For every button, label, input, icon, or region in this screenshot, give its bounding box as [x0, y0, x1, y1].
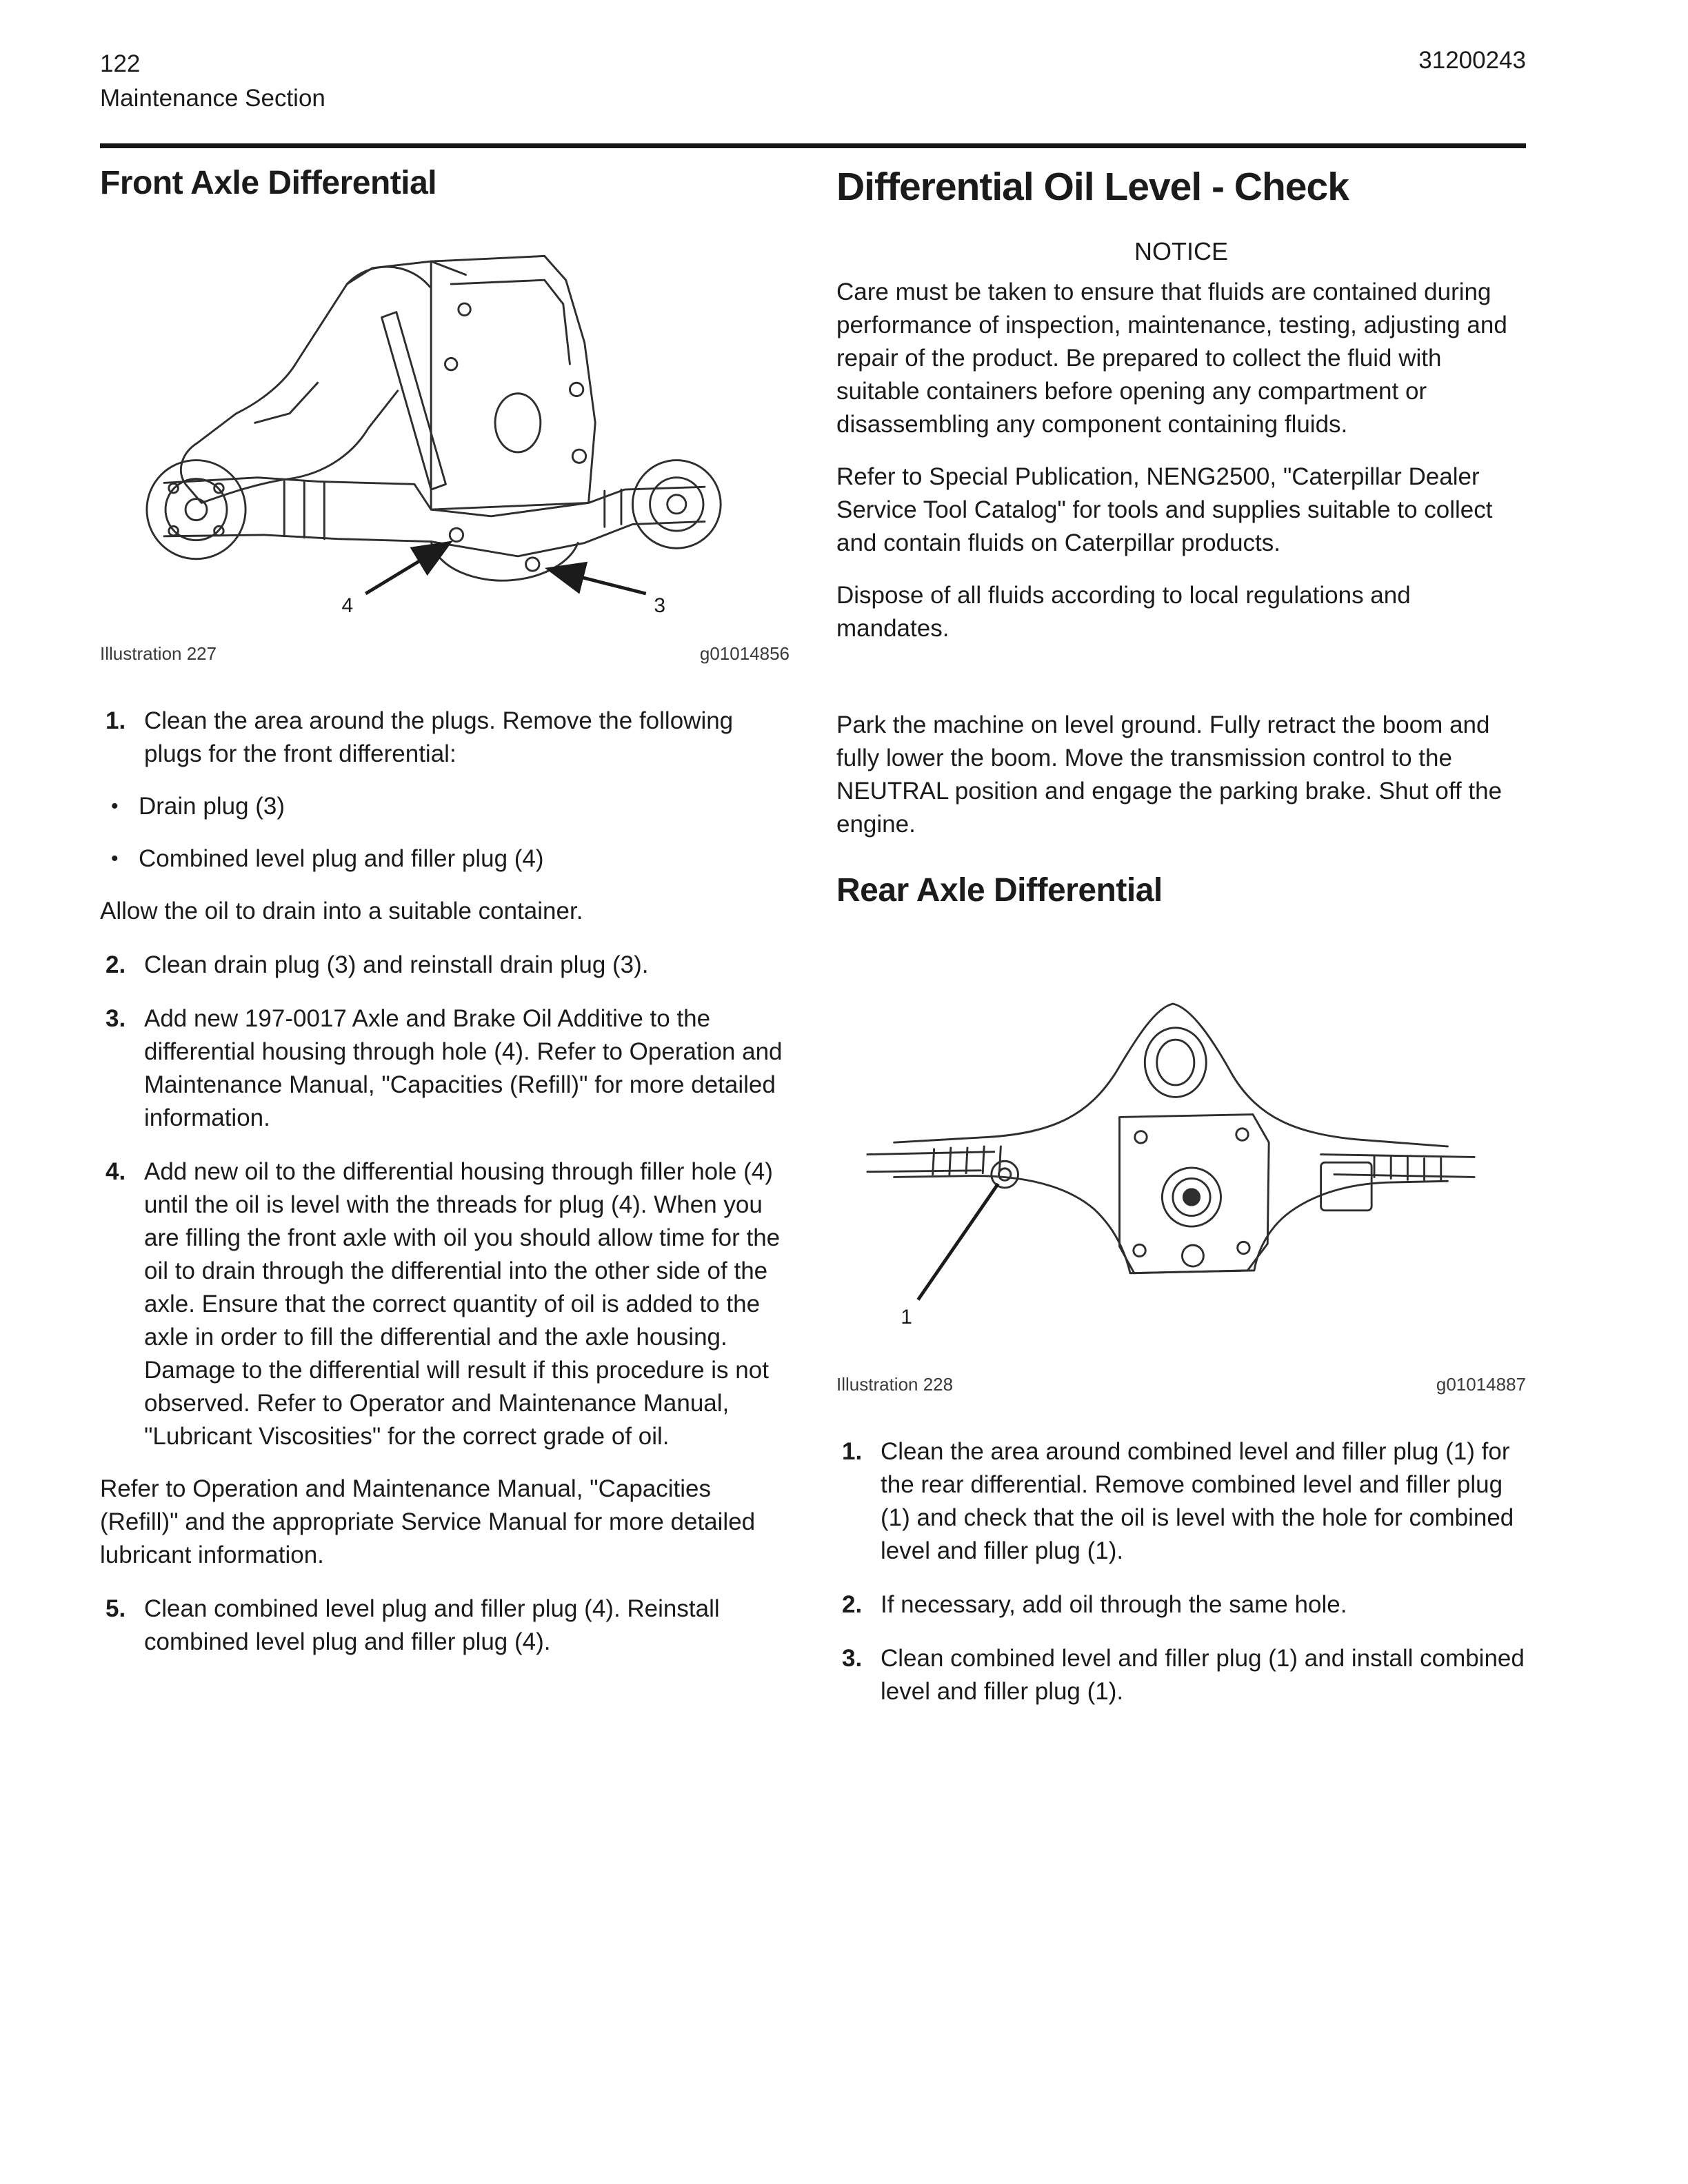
- numbered-step: [836, 1588, 1526, 1621]
- bullet-text: Drain plug (3): [139, 793, 285, 820]
- callout-arrow-4: [365, 544, 447, 594]
- bullet-item: [100, 790, 790, 823]
- section-title: Maintenance Section: [100, 85, 325, 112]
- document-number: 31200243: [1418, 47, 1526, 74]
- numbered-step: [100, 705, 790, 771]
- front-axle-heading: Front Axle Differential: [100, 165, 437, 201]
- step-text: Clean combined level plug and filler plug (4). Reinstall combined level plug and filler plug (4).: [144, 1595, 720, 1655]
- numbered-step: [836, 1642, 1526, 1708]
- rear-axle-line-art: [867, 1004, 1474, 1273]
- step-text: Clean combined level and filler plug (1) and install combined level and filler plug (1).: [881, 1645, 1525, 1705]
- callout-arrow-3: [551, 569, 645, 594]
- step-number: 3.: [842, 1645, 863, 1672]
- numbered-step: [836, 1435, 1526, 1568]
- step-text: Add new 197-0017 Axle and Brake Oil Additive to the differential housing through hole (4). Refer to Operation and Maintenance Manual, "Capacities (Refill)" for more detailed information.: [144, 1005, 783, 1131]
- figure-label-4: 4: [341, 594, 354, 618]
- bullet-icon: [100, 842, 139, 876]
- differential-oil-level-heading: Differential Oil Level - Check: [836, 165, 1349, 209]
- step-number: 2.: [842, 1591, 863, 1618]
- step-number: 3.: [106, 1005, 126, 1032]
- paragraph-refer-special-publication: Refer to Special Publication, NENG2500, "Caterpillar Dealer Service Tool Catalog" for tools and supplies suitable to collect and contain fluids on Caterpillar products.: [836, 463, 1493, 556]
- page-number: 122: [100, 50, 141, 77]
- figure-id: g01014856: [699, 643, 790, 664]
- step-text: If necessary, add oil through the same hole.: [881, 1591, 1347, 1618]
- step-text: Clean drain plug (3) and reinstall drain plug (3).: [144, 951, 649, 978]
- figure-caption: Illustration 228: [836, 1374, 954, 1395]
- rear-axle-heading: Rear Axle Differential: [836, 872, 1163, 909]
- notice-text: Care must be taken to ensure that fluids are contained during performance of inspection, maintenance, testing, adjusting and repair of the product. Be prepared to collect the fluid with suitable containers before opening any compartment or disassembling any component containing fluids.: [836, 279, 1507, 438]
- figure-caption-row: [836, 1374, 1526, 1395]
- figure-label-3: 3: [654, 594, 666, 618]
- paragraph-park-machine: Park the machine on level ground. Fully retract the boom and fully lower the boom. Move the transmission control to the NEUTRAL position and engage the parking brake. Shut off the engine.: [836, 711, 1503, 838]
- paragraph-dispose-fluids: Dispose of all fluids according to local regulations and mandates.: [836, 582, 1411, 642]
- step-number: 5.: [106, 1595, 126, 1622]
- filler-plug-4: [450, 528, 463, 541]
- numbered-step: [100, 949, 790, 982]
- rear-axle-illustration: [850, 942, 1491, 1349]
- combined-level-filler-plug-1: [992, 1161, 1018, 1188]
- step-text: Add new oil to the differential housing through filler hole (4) until the oil is level with the threads for plug (4). When you are filling the front axle with oil you should allow time for the oil to drain through the differential into the other side of the axle. Ensure that the correct quantity of oil is added to the axle in order to fill the differential and the axle housing. Damage to the differential will result if this procedure is not observed. Refer to Operator and Maintenance Manual, "Lubricant Viscosities" for the correct grade of oil.: [144, 1158, 781, 1450]
- paragraph-allow-drain: Allow the oil to drain into a suitable container.: [100, 898, 583, 924]
- numbered-step: [100, 1155, 790, 1453]
- figure-id: g01014887: [1436, 1374, 1526, 1395]
- left-column: [100, 164, 790, 1659]
- numbered-step: [100, 1593, 790, 1659]
- front-axle-illustration: [114, 223, 755, 636]
- page-header-left: [100, 47, 325, 116]
- bullet-icon: [100, 790, 139, 823]
- figure-caption-row: [100, 643, 790, 665]
- bullet-item: [100, 842, 790, 876]
- right-column: [836, 164, 1526, 1708]
- step-number: 2.: [106, 951, 126, 978]
- step-number: 1.: [842, 1438, 863, 1465]
- step-number: 1.: [106, 707, 126, 734]
- paragraph-refer-manual: Refer to Operation and Maintenance Manual, "Capacities (Refill)" and the appropriate Service Manual for more detailed lubricant information.: [100, 1475, 756, 1568]
- front-axle-line-art: [147, 256, 721, 580]
- bullet-text: Combined level plug and filler plug (4): [139, 845, 544, 872]
- rear-axle-figure: [836, 942, 1526, 1349]
- figure-label-1: 1: [901, 1306, 912, 1329]
- step-number: 4.: [106, 1158, 126, 1185]
- callout-line-1: [918, 1184, 998, 1300]
- step-text: Clean the area around combined level and filler plug (1) for the rear differential. Remove combined level and filler plug (1) and check that the oil is level with the hole for combined level and filler plug (1).: [881, 1438, 1514, 1564]
- numbered-step: [100, 1002, 790, 1135]
- step-text: Clean the area around the plugs. Remove the following plugs for the front differential:: [144, 707, 734, 767]
- front-axle-figure: [100, 223, 790, 636]
- figure-caption: Illustration 227: [100, 643, 217, 664]
- drain-plug-3: [526, 558, 539, 571]
- header-rule: [100, 143, 1526, 148]
- notice-label: NOTICE: [1134, 237, 1228, 265]
